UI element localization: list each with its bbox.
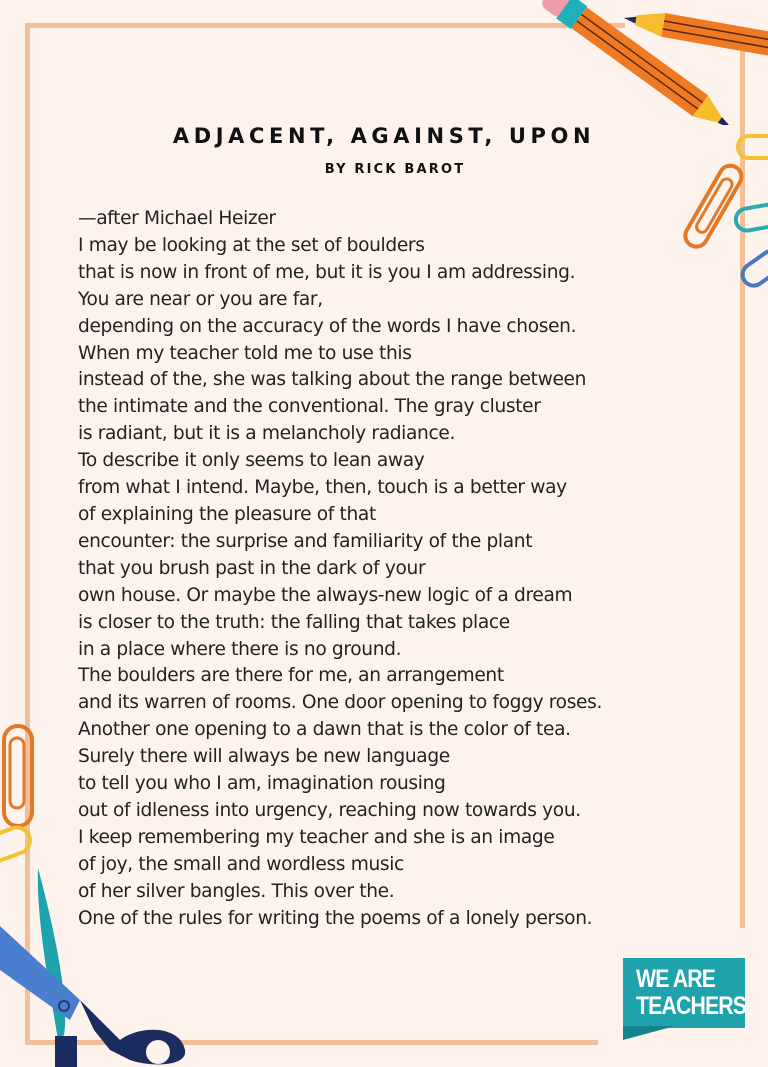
poem-line: You are near or you are far, [78,288,323,310]
poem-line: of explaining the pleasure of that [78,503,376,525]
poem-title: ADJACENT, AGAINST, UPON [172,124,596,148]
poem-line: The boulders are there for me, an arrangement [78,665,504,687]
poem-author: BY RICK BAROT [324,162,466,177]
poem-line: instead of the, she was talking about the range between [78,369,587,391]
logo-speech-tail [623,1026,675,1040]
poem-line: One of the rules for writing the poems of a lonely person. [78,907,593,929]
poem-line: that you brush past in the dark of your [78,557,426,579]
poem-body [78,206,602,932]
poem-line: of joy, the small and wordless music [78,853,404,875]
poem-line: depending on the accuracy of the words I have chosen. [78,315,577,337]
frame-border-top [25,23,625,28]
poem-line: I keep remembering my teacher and she is an image [78,826,555,848]
poem-line: from what I intend. Maybe, then, touch is a better way [78,477,567,499]
poem-line: own house. Or maybe the always-new logic of a dream [78,584,573,606]
poem-line: of her silver bangles. This over the. [78,880,395,902]
poem-line: When my teacher told me to use this [78,342,412,364]
poem-line: in a place where there is no ground. [78,638,402,660]
poem-line: is radiant, but it is a melancholy radiance. [78,423,456,445]
poem-line: the intimate and the conventional. The gray cluster [78,396,541,418]
logo-line-1: WE ARE [636,965,716,993]
poem-line: To describe it only seems to lean away [78,450,425,472]
poem-line: to tell you who I am, imagination rousing [78,773,446,795]
poem-line: Another one opening to a dawn that is the color of tea. [78,719,571,741]
poem-line: and its warren of rooms. One door opening to foggy roses. [78,692,603,714]
paperclip-icon [0,720,40,870]
poem-line: that is now in front of me, but it is you I am addressing. [78,261,576,283]
poem-line: encounter: the surprise and familiarity of the plant [78,530,533,552]
logo-text [636,966,746,1020]
logo-line-2: TEACHERS [636,992,747,1020]
poem-line: is closer to the truth: the falling that takes place [78,611,510,633]
poem-line: I may be looking at the set of boulders [78,234,425,256]
poem-line: —after Michael Heizer [78,208,276,229]
poem-line: out of idleness into urgency, reaching now towards you. [78,799,581,821]
pencil-icon [624,8,768,58]
poem-line: Surely there will always be new language [78,746,450,768]
paperclip-icon [680,130,768,310]
